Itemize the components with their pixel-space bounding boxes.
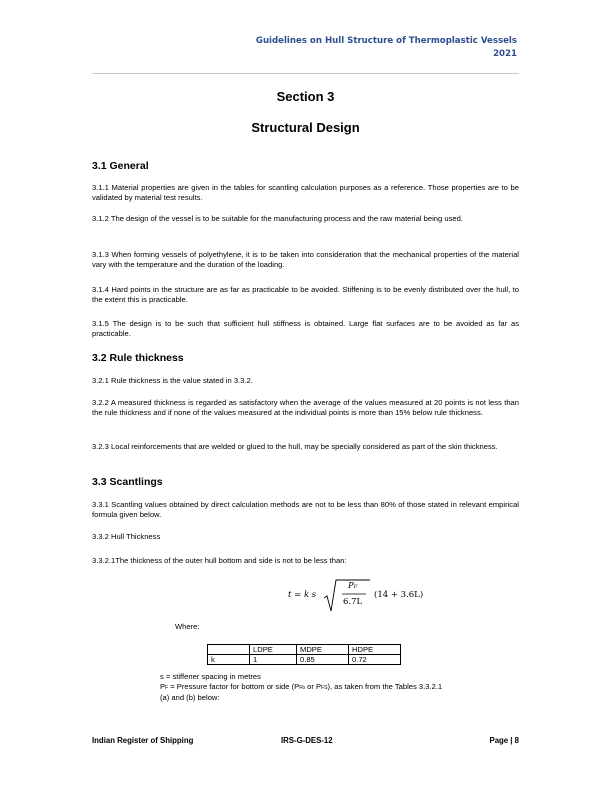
footer-page-number: Page | 8: [489, 736, 519, 745]
table-cell: LDPE: [250, 645, 297, 655]
square-root-sign: [322, 578, 372, 614]
paragraph-3-3-2-1: 3.3.2.1The thickness of the outer hull bottom and side is not to be less than:: [92, 556, 347, 565]
paragraph-3-2-2: 3.2.2 A measured thickness is regarded as satisfactory when the average of the values measured at 20 points is not less than the rule thickness and if none of the values measured at the individual points is more than 15% below rule thickness.: [92, 398, 519, 417]
thickness-formula: [288, 578, 448, 614]
heading-general: 3.1 General: [92, 160, 149, 172]
variable-definitions: [160, 672, 520, 703]
document-header-title: Guidelines on Hull Structure of Thermoplastic Vessels: [255, 36, 517, 46]
paragraph-3-3-1: 3.3.1 Scantling values obtained by direct calculation methods are not to be less than 80% of those stated in relevant empirical formula given below.: [92, 500, 519, 519]
section-title: Structural Design: [251, 120, 360, 135]
definition-pf-continued: (a) and (b) below:: [160, 693, 220, 702]
table-cell: k: [208, 655, 250, 665]
paragraph-3-1-4: 3.1.4 Hard points in the structure are as far as practicable to be avoided. Stiffening is to be evenly distributed over the hull, to the extent this is practicable.: [92, 285, 519, 304]
footer-organization: Indian Register of Shipping: [92, 736, 194, 745]
table-cell: 0.85: [297, 655, 349, 665]
footer-document-code: IRS-G-DES-12: [281, 736, 333, 745]
table-cell: [208, 645, 250, 655]
table-cell: HDPE: [349, 645, 401, 655]
table-cell: MDPE: [297, 645, 349, 655]
paragraph-3-1-3: 3.1.3 When forming vessels of polyethylene, it is to be taken into consideration that the mechanical properties of the material vary with the temperature and the duration of the loading.: [92, 250, 519, 269]
header-divider: [92, 73, 519, 74]
table-header-row: [208, 645, 401, 655]
paragraph-3-1-2: 3.1.2 The design of the vessel is to be suitable for the manufacturing process and the raw material being used.: [92, 214, 463, 223]
definition-s: s = stiffener spacing in metres: [160, 672, 261, 681]
paragraph-3-2-1: 3.2.1 Rule thickness is the value stated in 3.3.2.: [92, 376, 253, 385]
formula-numerator: PF: [348, 581, 358, 591]
paragraph-3-1-5: 3.1.5 The design is to be such that sufficient hull stiffness is obtained. Large flat surfaces are to be avoided as far as practicable.: [92, 319, 519, 338]
formula-lhs: t = k s: [288, 590, 317, 600]
paragraph-3-3-2: 3.3.2 Hull Thickness: [92, 532, 161, 541]
table-row: [208, 655, 401, 665]
definition-pf: PF = Pressure factor for bottom or side (PFb or PFS), as taken from the Tables 3.3.2.1: [160, 682, 443, 691]
where-label: Where:: [175, 622, 200, 631]
formula-denominator: 6.7L: [343, 597, 363, 607]
table-cell: 0.72: [349, 655, 401, 665]
heading-scantlings: 3.3 Scantlings: [92, 476, 163, 488]
table-cell: 1: [250, 655, 297, 665]
k-factor-table: [207, 644, 401, 665]
formula-rhs: (14 + 3.6L): [374, 590, 424, 600]
heading-rule-thickness: 3.2 Rule thickness: [92, 352, 184, 364]
section-number: Section 3: [276, 89, 335, 104]
paragraph-3-1-1: 3.1.1 Material properties are given in the tables for scantling calculation purposes as a reference. Those properties are to be validated by material test results.: [92, 183, 519, 202]
document-header-year: 2021: [493, 49, 517, 59]
paragraph-3-2-3: 3.2.3 Local reinforcements that are welded or glued to the hull, may be specially considered as part of the skin thickness.: [92, 442, 498, 451]
